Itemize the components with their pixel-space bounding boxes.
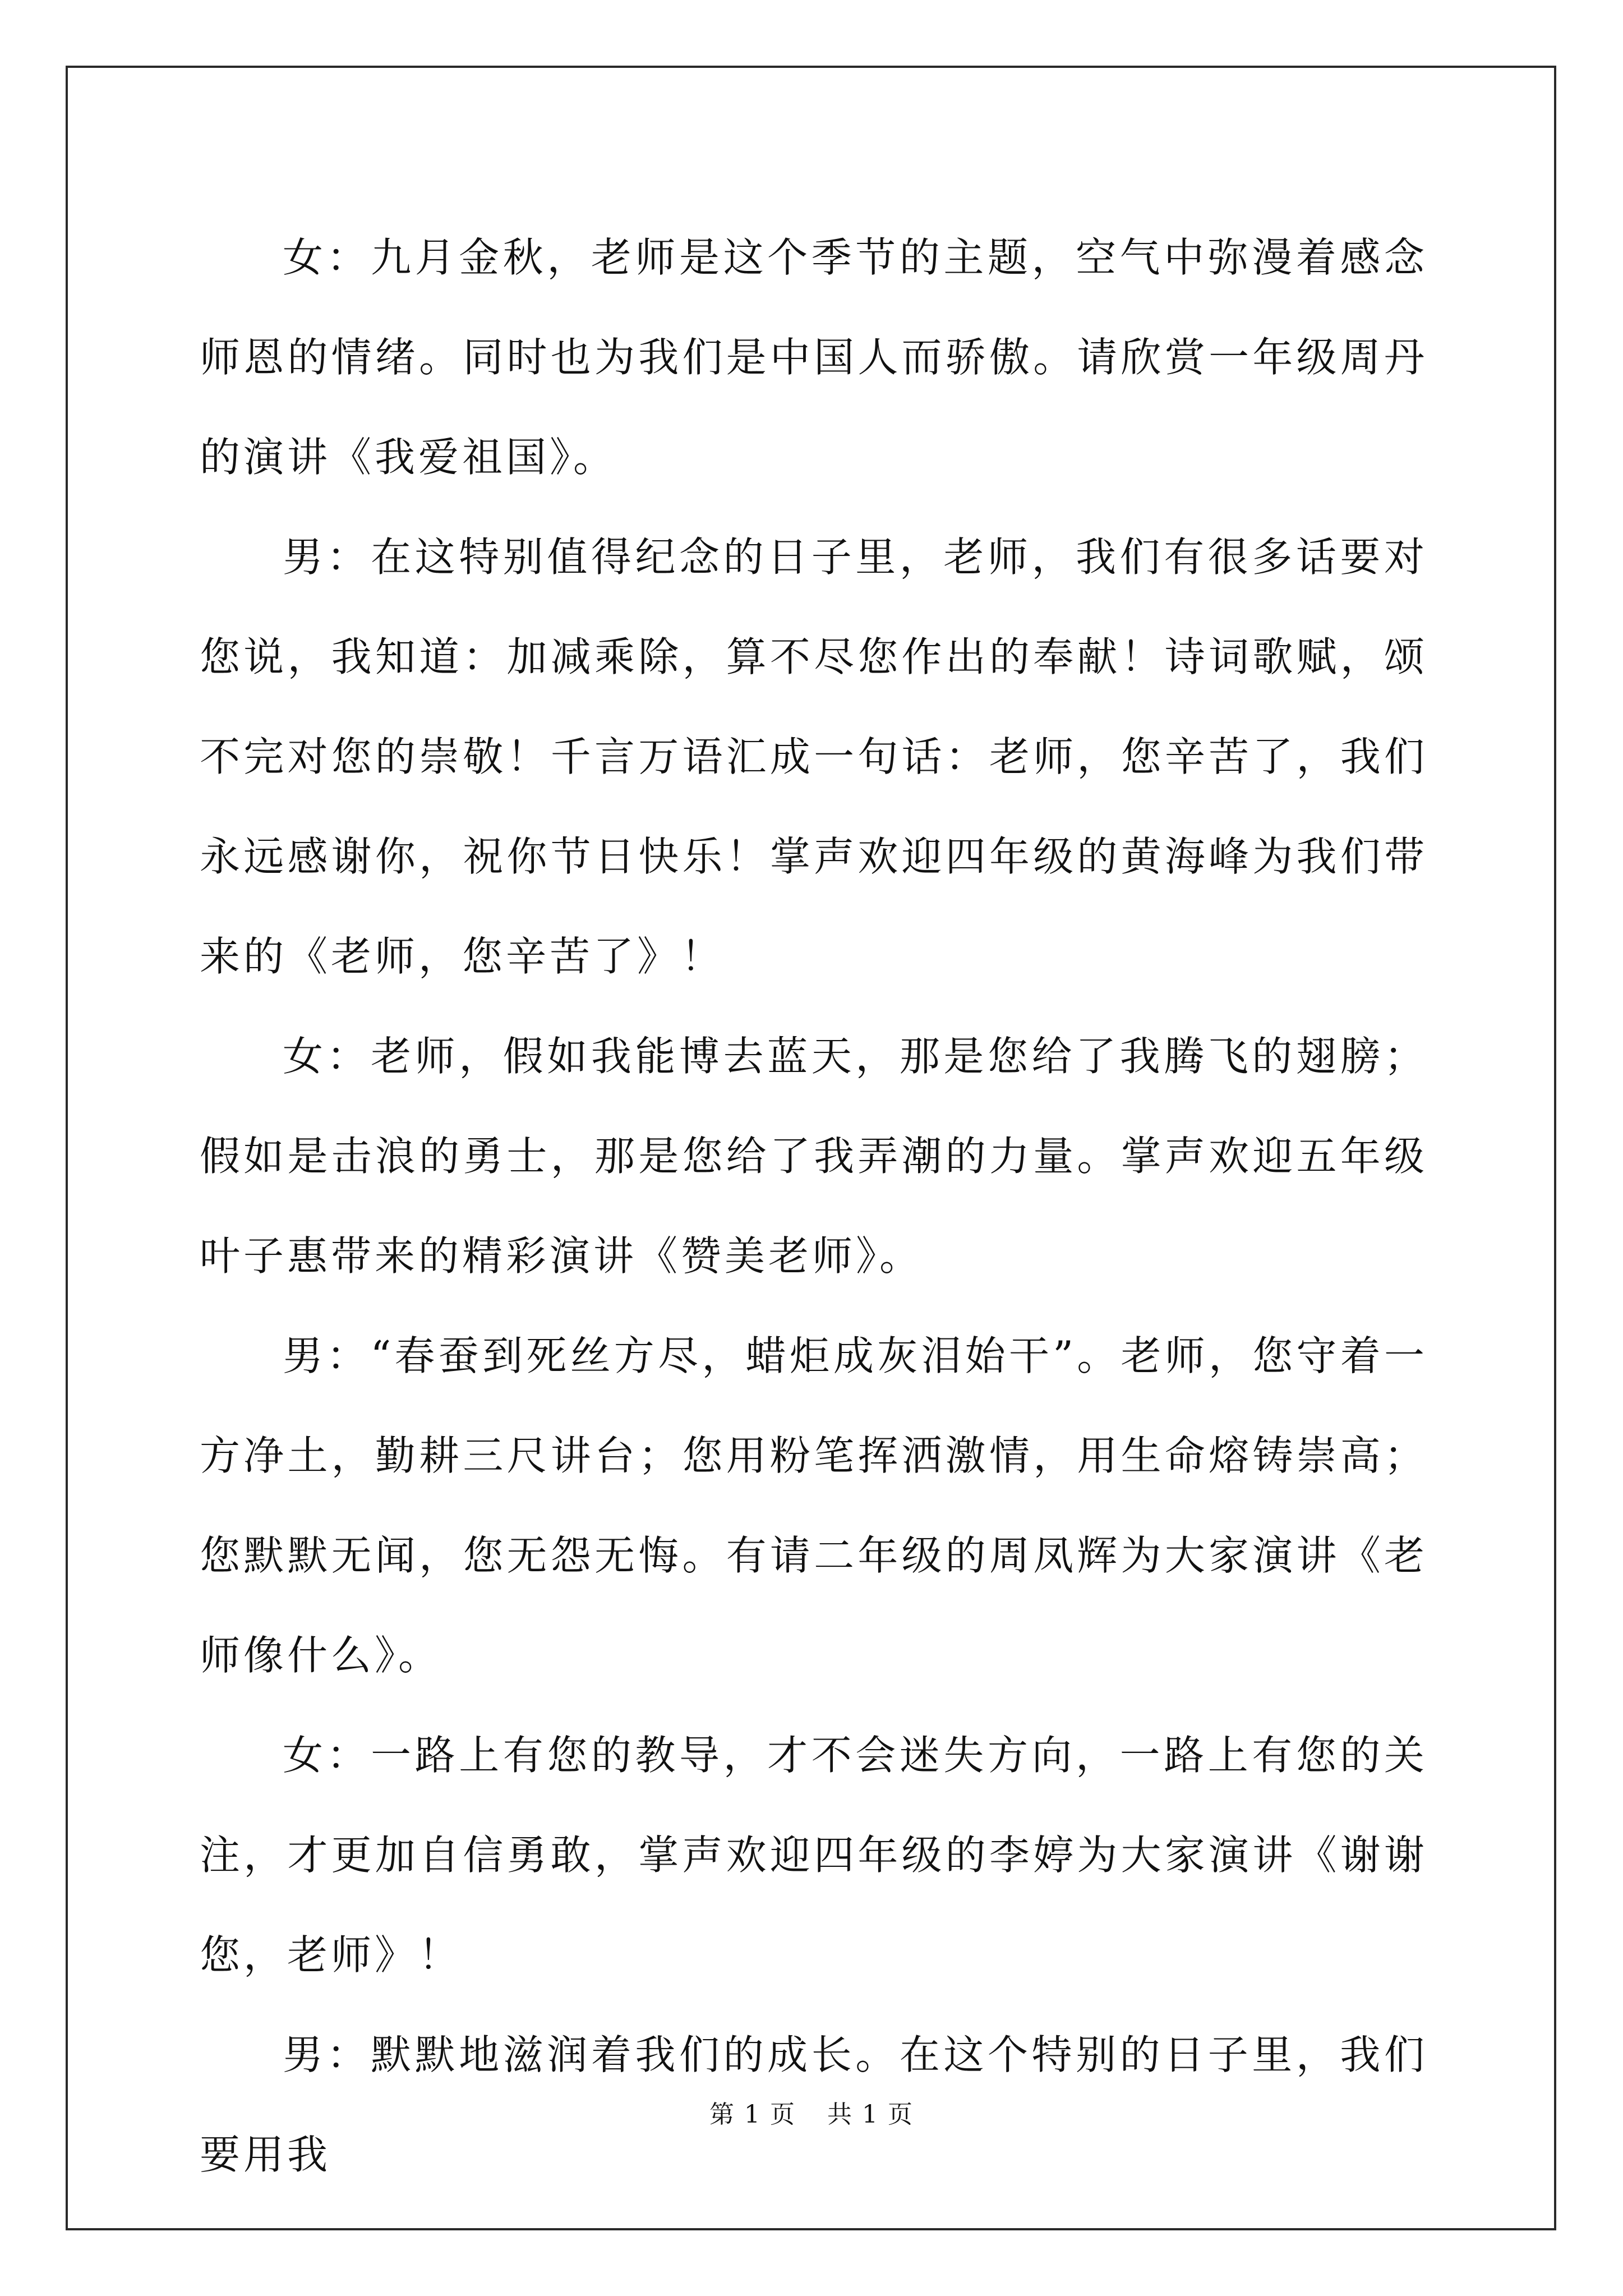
paragraph: 男：默默地滋润着我们的成长。在这个特别的日子里，我们要用我 <box>200 2031 1428 2178</box>
paragraph: 男：“春蚕到死丝方尽，蜡炬成灰泪始干”。老师，您守着一方净土，勤耕三尺讲台；您用粉笔挥洒激情，用生命熔铸崇高；您默默无闻，您无怨无悔。有请二年级的周凤辉为大家演讲《老师像什么》。 <box>200 1332 1428 1679</box>
document-body <box>200 208 1428 2205</box>
page-footer <box>0 2098 1623 2132</box>
paragraph: 男：在这特别值得纪念的日子里，老师，我们有很多话要对您说，我知道：加减乘除，算不尽您作出的奉献！诗词歌赋，颂不完对您的崇敬！千言万语汇成一句话：老师，您辛苦了，我们永远感谢你，祝你节日快乐！掌声欢迎四年级的黄海峰为我们带来的《老师，您辛苦了》！ <box>200 533 1428 980</box>
paragraph: 女：老师，假如我能博去蓝天，那是您给了我腾飞的翅膀；假如是击浪的勇士，那是您给了我弄潮的力量。掌声欢迎五年级叶子惠带来的精彩演讲《赞美老师》。 <box>200 1033 1428 1280</box>
paragraph: 女：九月金秋，老师是这个季节的主题，空气中弥漫着感念师恩的情绪。同时也为我们是中国人而骄傲。请欣赏一年级周丹的演讲《我爱祖国》。 <box>200 234 1428 481</box>
page-total: 共 1 页 <box>827 2100 914 2129</box>
page-number: 第 1 页 <box>709 2100 796 2129</box>
paragraph: 女：一路上有您的教导，才不会迷失方向，一路上有您的关注，才更加自信勇敢，掌声欢迎四年级的李婷为大家演讲《谢谢您，老师》！ <box>200 1732 1428 1978</box>
